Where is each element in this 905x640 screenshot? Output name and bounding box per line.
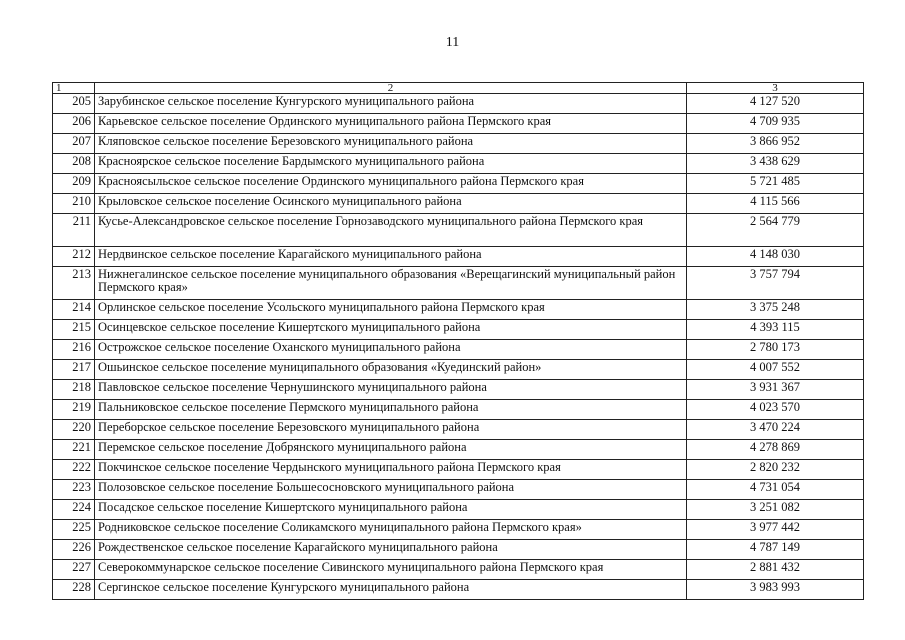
header-col-3: 3 xyxy=(687,83,864,94)
row-number: 212 xyxy=(53,247,95,267)
settlement-name: Ошьинское сельское поселение муниципального образования «Куединский район» xyxy=(95,360,687,380)
row-number: 220 xyxy=(53,420,95,440)
settlement-name: Красноясыльское сельское поселение Ординского муниципального района Пермского края xyxy=(95,174,687,194)
header-col-2: 2 xyxy=(95,83,687,94)
amount-value: 3 251 082 xyxy=(687,500,864,520)
table-row xyxy=(53,194,864,214)
row-number: 223 xyxy=(53,480,95,500)
table-row xyxy=(53,440,864,460)
settlement-name: Орлинское сельское поселение Усольского муниципального района Пермского края xyxy=(95,300,687,320)
amount-value: 4 731 054 xyxy=(687,480,864,500)
settlement-name: Кляповское сельское поселение Березовского муниципального района xyxy=(95,134,687,154)
settlement-name: Переборское сельское поселение Березовского муниципального района xyxy=(95,420,687,440)
settlement-name: Карьевское сельское поселение Ординского муниципального района Пермского края xyxy=(95,114,687,134)
amount-value: 4 709 935 xyxy=(687,114,864,134)
settlement-name: Сергинское сельское поселение Кунгурского муниципального района xyxy=(95,580,687,600)
amount-value: 5 721 485 xyxy=(687,174,864,194)
settlement-name: Пальниковское сельское поселение Пермского муниципального района xyxy=(95,400,687,420)
table-row xyxy=(53,380,864,400)
settlement-name: Перемское сельское поселение Добрянского муниципального района xyxy=(95,440,687,460)
row-number: 226 xyxy=(53,540,95,560)
amount-value: 3 757 794 xyxy=(687,267,864,300)
amount-value: 4 787 149 xyxy=(687,540,864,560)
settlement-name: Острожское сельское поселение Оханского муниципального района xyxy=(95,340,687,360)
table-row xyxy=(53,540,864,560)
settlement-name: Зарубинское сельское поселение Кунгурского муниципального района xyxy=(95,94,687,114)
table-row xyxy=(53,340,864,360)
amount-value: 3 931 367 xyxy=(687,380,864,400)
settlement-name: Кусье-Александровское сельское поселение Горнозаводского муниципального района Пермского края xyxy=(95,214,687,247)
table-row xyxy=(53,114,864,134)
amount-value: 4 115 566 xyxy=(687,194,864,214)
table-row xyxy=(53,134,864,154)
table-row xyxy=(53,94,864,114)
table-row xyxy=(53,154,864,174)
header-col-1: 1 xyxy=(53,83,95,94)
table-row xyxy=(53,460,864,480)
amount-value: 2 564 779 xyxy=(687,214,864,247)
table-row xyxy=(53,520,864,540)
amount-value: 3 375 248 xyxy=(687,300,864,320)
table-row xyxy=(53,247,864,267)
settlement-name: Полозовское сельское поселение Большесосновского муниципального района xyxy=(95,480,687,500)
amount-value: 4 393 115 xyxy=(687,320,864,340)
row-number: 208 xyxy=(53,154,95,174)
row-number: 215 xyxy=(53,320,95,340)
table-row xyxy=(53,300,864,320)
amount-value: 2 820 232 xyxy=(687,460,864,480)
row-number: 214 xyxy=(53,300,95,320)
row-number: 211 xyxy=(53,214,95,247)
table-row xyxy=(53,214,864,247)
amount-value: 3 983 993 xyxy=(687,580,864,600)
settlement-name: Посадское сельское поселение Кишертского муниципального района xyxy=(95,500,687,520)
settlement-name: Красноярское сельское поселение Бардымского муниципального района xyxy=(95,154,687,174)
row-number: 205 xyxy=(53,94,95,114)
settlement-name: Осинцевское сельское поселение Кишертского муниципального района xyxy=(95,320,687,340)
table-header-row xyxy=(53,83,864,94)
amount-value: 2 780 173 xyxy=(687,340,864,360)
row-number: 213 xyxy=(53,267,95,300)
row-number: 225 xyxy=(53,520,95,540)
amount-value: 4 023 570 xyxy=(687,400,864,420)
table-row xyxy=(53,360,864,380)
settlements-table xyxy=(52,82,864,600)
settlement-name: Крыловское сельское поселение Осинского муниципального района xyxy=(95,194,687,214)
amount-value: 4 148 030 xyxy=(687,247,864,267)
row-number: 207 xyxy=(53,134,95,154)
table-row xyxy=(53,174,864,194)
amount-value: 3 866 952 xyxy=(687,134,864,154)
table-row xyxy=(53,320,864,340)
row-number: 228 xyxy=(53,580,95,600)
amount-value: 4 007 552 xyxy=(687,360,864,380)
row-number: 210 xyxy=(53,194,95,214)
table-row xyxy=(53,580,864,600)
amount-value: 3 470 224 xyxy=(687,420,864,440)
settlement-name: Покчинское сельское поселение Чердынского муниципального района Пермского края xyxy=(95,460,687,480)
table-row xyxy=(53,400,864,420)
amount-value: 3 438 629 xyxy=(687,154,864,174)
table-row xyxy=(53,420,864,440)
row-number: 219 xyxy=(53,400,95,420)
row-number: 217 xyxy=(53,360,95,380)
settlement-name: Родниковское сельское поселение Соликамского муниципального района Пермского края» xyxy=(95,520,687,540)
table-row xyxy=(53,560,864,580)
settlement-name: Нижнегалинское сельское поселение муниципального образования «Верещагинский муниципальный район Пермского края» xyxy=(95,267,687,300)
amount-value: 4 278 869 xyxy=(687,440,864,460)
row-number: 218 xyxy=(53,380,95,400)
page-number: 11 xyxy=(445,35,460,50)
table-row xyxy=(53,267,864,300)
row-number: 227 xyxy=(53,560,95,580)
amount-value: 2 881 432 xyxy=(687,560,864,580)
settlement-name: Рождественское сельское поселение Карагайского муниципального района xyxy=(95,540,687,560)
amount-value: 3 977 442 xyxy=(687,520,864,540)
settlement-name: Северокоммунарское сельское поселение Сивинского муниципального района Пермского края xyxy=(95,560,687,580)
row-number: 216 xyxy=(53,340,95,360)
settlement-name: Нердвинское сельское поселение Карагайского муниципального района xyxy=(95,247,687,267)
row-number: 221 xyxy=(53,440,95,460)
row-number: 209 xyxy=(53,174,95,194)
row-number: 222 xyxy=(53,460,95,480)
row-number: 206 xyxy=(53,114,95,134)
amount-value: 4 127 520 xyxy=(687,94,864,114)
row-number: 224 xyxy=(53,500,95,520)
table-row xyxy=(53,500,864,520)
settlement-name: Павловское сельское поселение Чернушинского муниципального района xyxy=(95,380,687,400)
table-row xyxy=(53,480,864,500)
